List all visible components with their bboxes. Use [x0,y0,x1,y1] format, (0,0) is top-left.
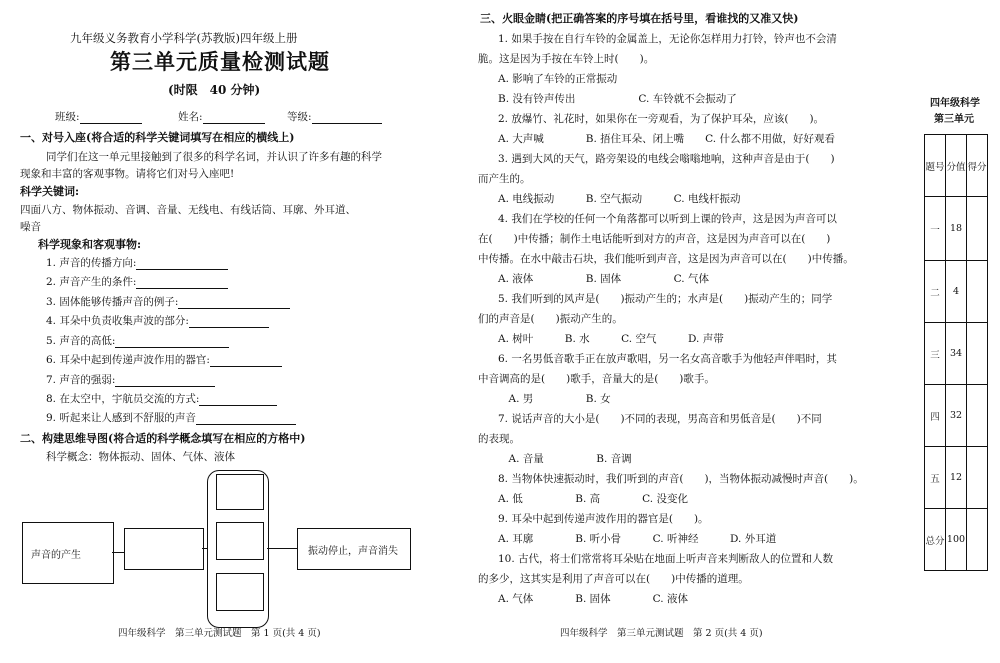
exam-page-2 [478,0,898,663]
fill-item-8: 8. 在太空中，宇航员交流的方式: [46,391,277,406]
keywords-label: 科学关键词: [20,185,80,198]
fill-item-4: 4. 耳朵中负责收集声波的部分: [46,313,269,328]
score-row-label: 三 [925,323,946,385]
mindmap-connector [112,552,124,553]
grade-field[interactable] [287,109,382,124]
name-label: 姓名: [178,111,203,123]
q-option: A. 低 B. 高 C. 没变化 [498,493,688,505]
mindmap-end-box [297,528,411,570]
fill-blank-7[interactable] [115,376,215,387]
name-field[interactable] [178,109,265,124]
keywords-line1: 四面八方、物体振动、音调、音量、无线电、有线话筒、耳廓、外耳道、 [20,204,356,216]
phenomena-label: 科学现象和客观事物: [38,238,142,251]
q-line: 7. 说话声音的大小是( )不同的表现，男高音和男低音是( )不同 [498,413,822,425]
fill-item-5: 5. 声音的高低: [46,333,229,348]
fill-item-6: 6. 耳朵中起到传递声波作用的器官: [46,352,282,367]
q-line: 4. 我们在学校的任何一个角落都可以听到上课的铃声，这是因为声音可以 [498,213,837,225]
fill-blank-8[interactable] [199,395,277,406]
mindmap-blank-box-1[interactable] [216,474,264,510]
mindmap-start-label: 声音的产生 [31,550,81,561]
score-cell-blank[interactable] [967,509,988,571]
page-title: 第三单元质量检测试题 [110,49,330,74]
score-header-cell: 得分 [967,135,988,197]
q-line: 脆。这是因为手按在车铃上时( )。 [478,53,655,65]
mindmap-end-label: 振动停止，声音消失 [308,546,398,557]
fill-blank-2[interactable] [136,278,228,289]
fill-blank-9[interactable] [196,414,296,425]
q-option: A. 影响了车铃的正常振动 [498,73,618,85]
q-option: A. 树叶 B. 水 C. 空气 D. 声带 [498,333,724,345]
section1-intro-line1: 同学们在这一单元里接触到了很多的科学名词，并认识了许多有趣的科学 [46,151,382,163]
score-row-value: 4 [946,261,967,323]
q-line: 中音调高的是( )歌手，音量大的是( )歌手。 [478,373,715,385]
score-row-label: 四 [925,385,946,447]
q-option: A. 气体 B. 固体 C. 液体 [498,593,688,605]
score-cell-blank[interactable] [967,261,988,323]
section3-heading: 三、火眼金睛(把正确答案的序号填在括号里，看谁找的又准又快) [480,12,799,25]
section1-heading: 一、对号入座(将合适的科学关键词填写在相应的横线上) [20,131,295,144]
q-line: 10. 古代，将士们常常将耳朵贴在地面上听声音来判断敌人的位置和人数 [498,553,834,565]
fill-blank-6[interactable] [210,356,282,367]
fill-blank-3[interactable] [178,298,290,309]
q-line: 中传播。在水中敲击石块，我们能听到声音，这是因为声音可以在( )中传播。 [478,253,854,265]
score-row-label: 二 [925,261,946,323]
fill-blank-4[interactable] [189,317,269,328]
q-line: 2. 放爆竹、礼花时，如果你在一旁观看，为了保护耳朵，应该( )。 [498,113,825,125]
mindmap-blank-box-3[interactable] [216,573,264,611]
section1-intro-line2: 现象和丰富的客观事物。请将它们对号入座吧! [20,168,235,180]
q-option: A. 大声喊 B. 捂住耳朵、闭上嘴 C. 什么都不用做，好好观看 [498,133,835,145]
fill-item-7: 7. 声音的强弱: [46,372,215,387]
grade-blank[interactable] [312,113,382,124]
score-row [925,323,988,385]
mindmap-start-box [22,522,114,584]
score-row-value: 100 [946,509,967,571]
score-cell-blank[interactable] [967,385,988,447]
score-table [924,134,988,571]
score-row [925,197,988,261]
fill-blank-5[interactable] [115,337,229,348]
score-row-label: 五 [925,447,946,509]
keywords-line2: 噪音 [20,221,41,233]
score-row-value: 34 [946,323,967,385]
score-row-label: 一 [925,197,946,261]
q-option: A. 耳廓 B. 听小骨 C. 听神经 D. 外耳道 [498,533,777,545]
class-blank[interactable] [80,113,142,124]
time-limit: (时限 40 分钟) [168,83,261,97]
score-cell-blank[interactable] [967,323,988,385]
header-line: 九年级义务教育小学科学(苏教版)四年级上册 [70,31,298,45]
page1-footer: 四年级科学 第三单元测试题 第 1 页(共 4 页) [118,628,321,639]
score-cell-blank[interactable] [967,197,988,261]
fill-item-1: 1. 声音的传播方向: [46,255,228,270]
q-line: 9. 耳朵中起到传递声波作用的器官是( )。 [498,513,709,525]
q-line: 5. 我们听到的风声是( )振动产生的；水声是( )振动产生的；同学 [498,293,833,305]
q-option: B. 没有铃声传出 C. 车铃就不会振动了 [498,93,737,105]
mindmap-connector [267,548,297,549]
fill-item-3: 3. 固体能够传播声音的例子: [46,294,290,309]
fill-item-9: 9. 听起来让人感到不舒服的声音 [46,410,296,425]
fill-blank-1[interactable] [136,259,228,270]
q-line: 1. 如果手按在自行车铃的金属盖上，无论你怎样用力打铃，铃声也不会清 [498,33,837,45]
score-header-cell: 题号 [925,135,946,197]
score-row-value: 18 [946,197,967,261]
q-line: 8. 当物体快速振动时，我们听到的声音( )，当物体振动减慢时声音( )。 [498,473,864,485]
q-line: 在( )中传播；制作土电话能听到对方的声音，这是因为声音可以在( ) [478,233,831,245]
score-row-value: 32 [946,385,967,447]
q-line: 3. 遇到大风的天气，路旁架设的电线会嗡嗡地响，这种声音是由于( ) [498,153,835,165]
q-option: A. 电线振动 B. 空气振动 C. 电线杆振动 [498,193,741,205]
class-field[interactable] [55,109,142,124]
score-row-label: 总分 [925,509,946,571]
score-row [925,447,988,509]
q-option: A. 液体 B. 固体 C. 气体 [498,273,709,285]
score-title-line1: 四年级科学 [930,98,980,109]
mindmap-blank-box-2[interactable] [216,522,264,560]
q-option: A. 音量 B. 音调 [498,453,632,465]
q-option: A. 男 B. 女 [498,393,611,405]
score-row [925,385,988,447]
score-cell-blank[interactable] [967,447,988,509]
q-line: 6. 一名男低音歌手正在放声歌唱，另一名女高音歌手为他轻声伴唱时，其 [498,353,837,365]
score-header-row [925,135,988,197]
score-header-cell: 分值 [946,135,967,197]
score-row-value: 12 [946,447,967,509]
score-row [925,261,988,323]
q-line: 的多少，这其实是利用了声音可以在( )中传播的道理。 [478,573,749,585]
q-line: 而产生的。 [478,173,531,185]
section2-heading: 二、构建思维导图(将合适的科学概念填写在相应的方格中) [20,432,306,445]
fill-item-2: 2. 声音产生的条件: [46,274,228,289]
exam-page-1 [0,0,470,663]
page2-footer: 四年级科学 第三单元测试题 第 2 页(共 4 页) [560,628,763,639]
class-label: 班级: [55,111,80,123]
score-row-total [925,509,988,571]
section2-concepts: 科学概念：物体振动、固体、气体、液体 [46,451,235,463]
q-line: 的表现。 [478,433,520,445]
grade-label: 等级: [287,111,312,123]
mindmap-blank-box-main[interactable] [124,528,204,570]
score-title-line2: 第三单元 [934,114,974,125]
name-blank[interactable] [203,113,265,124]
q-line: 们的声音是( )振动产生的。 [478,313,623,325]
